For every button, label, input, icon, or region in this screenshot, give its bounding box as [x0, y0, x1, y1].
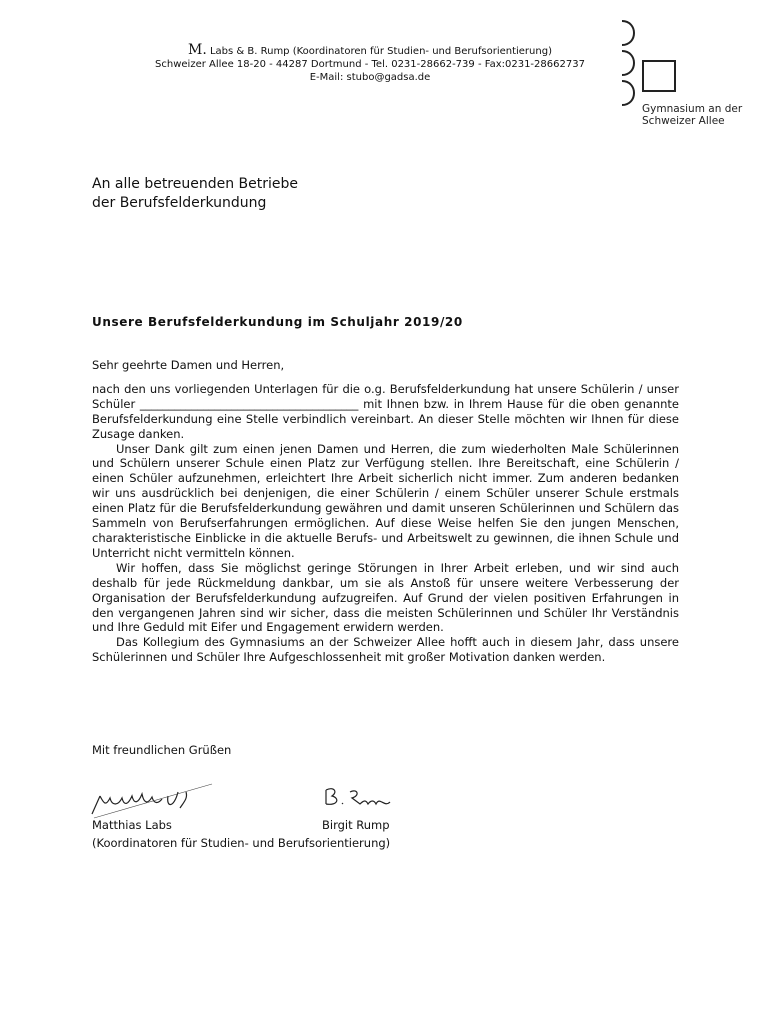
paragraph-1: nach den uns vorliegenden Unterlagen für die o.g. Berufsfelderkundung hat unsere Schülerin / unser Schüler ______________________________________ mit Ihnen bzw. in Ihrem Hause für die oben genannte Berufsfelderkundung eine Stelle verbindlich vereinbart. An dieser Stelle möchten wir Ihnen für diese Zusage danken.: [92, 381, 679, 441]
logo-caption-line-1: Gymnasium an der: [642, 103, 743, 115]
paragraph-3: Wir hoffen, dass Sie möglichst geringe Störungen in Ihrer Arbeit erleben, und wir sind auch deshalb für jede Rückmeldung dankbar, um sie als Anstoß für unsere weitere Verbesserung der Organisation der Berufsfelderkundung aufzugreifen. Auf Grund der vielen positiven Erfahrungen in den vergangenen Jahren sind wir sicher, dass die meisten Schülerinnen und Schüler Ihr Verständnis und Ihre Geduld mit Eifer und Engagement erwidern werden.: [92, 560, 679, 635]
letterhead: [120, 44, 620, 84]
letterhead-line-1: [120, 44, 620, 58]
paragraph-4: Das Kollegium des Gymnasiums an der Schweizer Allee hofft auch in diesem Jahr, dass unsere Schülerinnen und Schüler Ihre Aufgeschlossenheit mit großer Motivation danken werden.: [92, 635, 679, 665]
letterhead-names: Labs & B. Rump (Koordinatoren für Studien- und Berufsorientierung): [206, 46, 552, 57]
signature-labs: [92, 784, 212, 818]
logo-caption: [642, 103, 742, 127]
subject-line: Unsere Berufsfelderkundung im Schuljahr 2019/20: [92, 315, 463, 329]
salutation: Sehr geehrte Damen und Herren,: [92, 358, 285, 372]
signature-rump: [326, 789, 390, 805]
logo-arc-middle: [622, 51, 634, 75]
logo-arc-top: [622, 21, 634, 45]
signer-role: (Koordinatoren für Studien- und Berufsorientierung): [92, 836, 391, 850]
recipient-line-2: der Berufsfelderkundung: [92, 195, 267, 211]
recipient-block: [92, 175, 298, 213]
letterhead-email: E-Mail: stubo@gadsa.de: [309, 72, 431, 83]
signer-name-rump: Birgit Rump: [322, 818, 390, 832]
closing-greeting: Mit freundlichen Grüßen: [92, 743, 232, 757]
letterhead-address: Schweizer Allee 18-20 - 44287 Dortmund - Tel. 0231-28662-739 - Fax:0231-28662737: [155, 59, 585, 70]
logo-caption-line-2: Schweizer Allee: [642, 115, 725, 127]
letter-body: [92, 358, 679, 665]
letterhead-initial: M.: [188, 42, 207, 58]
logo-square: [643, 61, 675, 91]
signer-name-labs: Matthias Labs: [92, 818, 172, 832]
logo-arc-bottom: [622, 81, 634, 105]
recipient-line-1: An alle betreuenden Betriebe: [92, 176, 299, 192]
paragraph-2: Unser Dank gilt zum einen jenen Damen und Herren, die zum wiederholten Male Schülerinnen und Schülern unserer Schule einen Platz zur Verfügung stellen. Ihre Bereitschaft, eine Schülerin / einen Schüler aufzunehmen, erleichtert Ihre Arbeit sicherlich nicht immer. Zum anderen bedanken wir uns ausdrücklich bei denjenigen, die einer Schülerin / einem Schüler unserer Schule erstmals einen Platz für die Berufsfelderkundung gewähren und damit unseren Schülerinnen und Schülern das Sammeln von Berufserfahrungen ermöglichen. Auf diese Weise helfen Sie den jungen Menschen, charakteristische Einblicke in die aktuelle Berufs- und Arbeitswelt zu gewinnen, die ihnen Schule und Unterricht nicht vermitteln können.: [92, 441, 679, 560]
